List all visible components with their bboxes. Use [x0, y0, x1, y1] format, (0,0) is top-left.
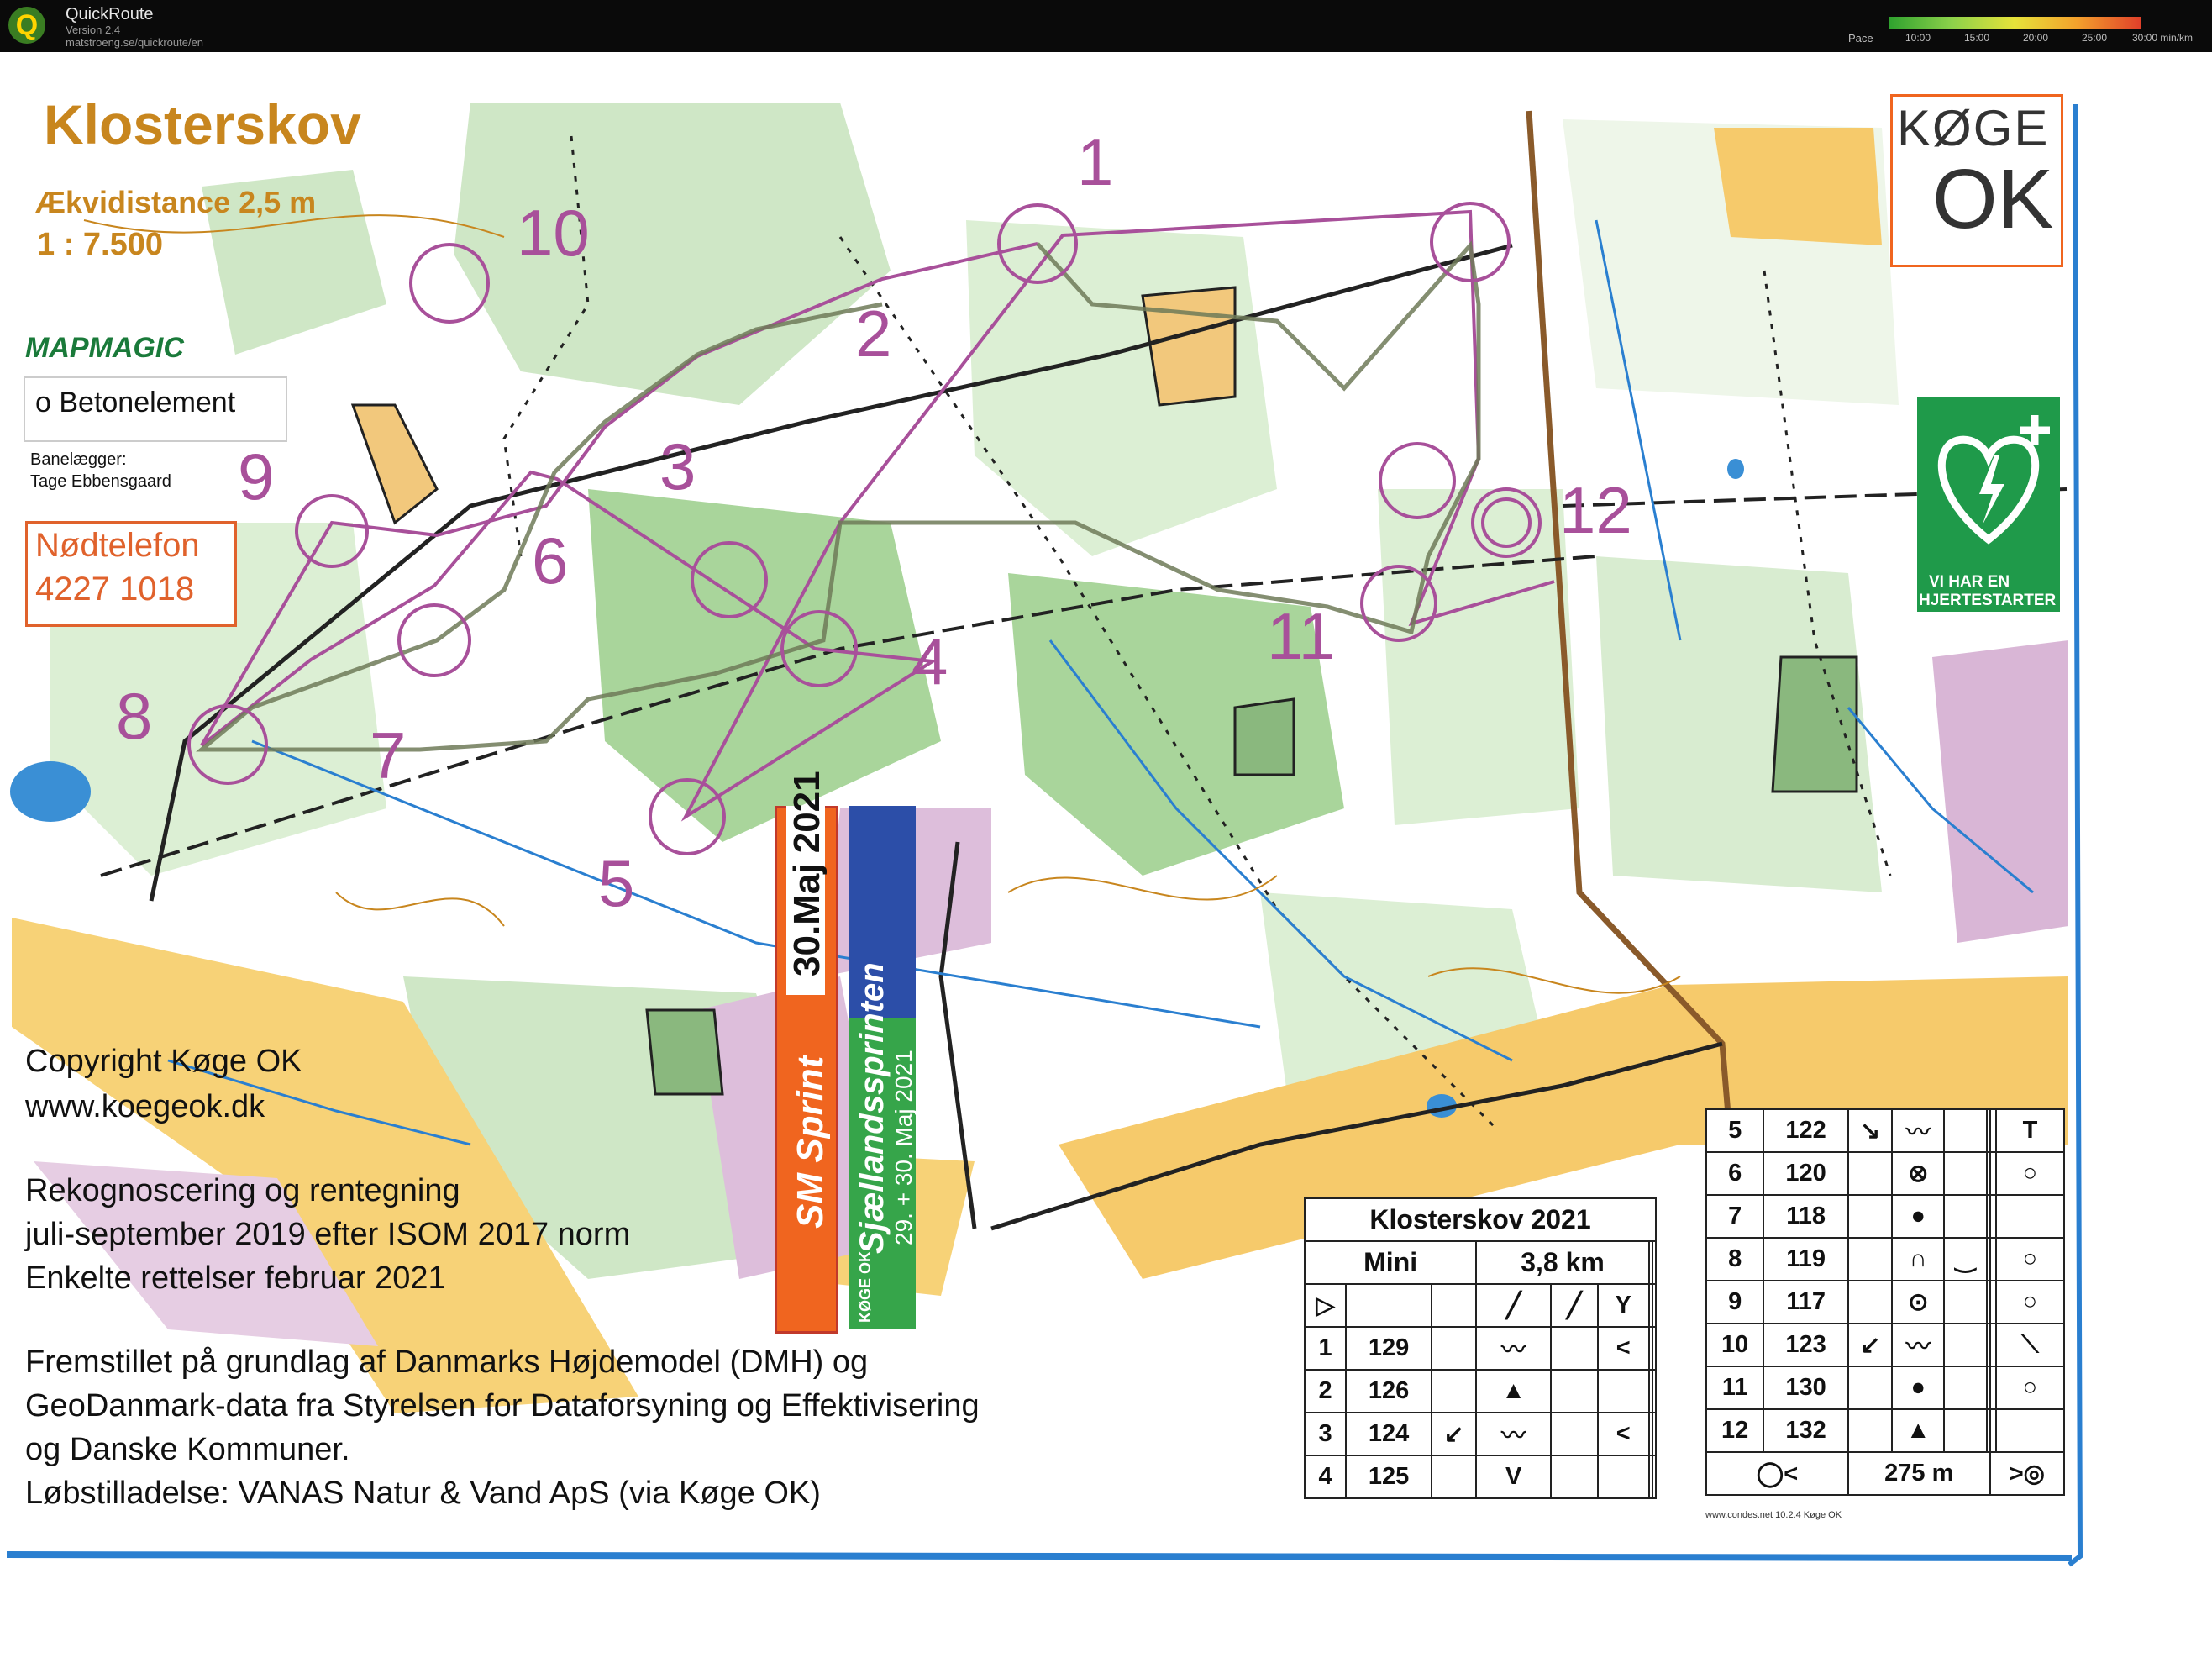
data-source-line-3: og Danske Kommuner. [25, 1432, 350, 1467]
survey-line-3: Enkelte rettelser februar 2021 [25, 1260, 446, 1296]
pace-gradient-bar [1889, 17, 2141, 29]
emergency-number: 4227 1018 [35, 571, 195, 608]
table-row: 12 132 ▲ [1706, 1409, 2064, 1452]
cd-finish-distance: 275 m [1848, 1452, 1990, 1495]
copyright-url: www.koegeok.dk [25, 1089, 265, 1124]
app-name: QuickRoute [66, 5, 154, 24]
condes-credit: www.condes.net 10.2.4 Køge OK [1705, 1510, 1842, 1520]
app-url[interactable]: matstroeng.se/quickroute/en [66, 36, 204, 49]
control-number-9: 9 [238, 439, 275, 513]
contour-interval: Ækvidistance 2,5 m [35, 185, 317, 219]
course-setter-name: Tage Ebbensgaard [30, 472, 171, 491]
control-number-4: 4 [912, 624, 948, 698]
cd-finish-left: ◯< [1706, 1452, 1848, 1495]
pace-tick: 20:00 [2023, 32, 2049, 44]
cd-finish-right: >◎ [1990, 1452, 2064, 1495]
table-row: 8 119 ∩ ‿ ○ [1706, 1238, 2064, 1281]
table-row: 7 118 ● [1706, 1195, 2064, 1238]
table-row: 3 124 ↙ 〰 < [1305, 1413, 1656, 1455]
pace-tick: 25:00 [2082, 32, 2108, 44]
aed-heart-icon [1917, 397, 2060, 565]
pace-tick: 30:00 min/km [2132, 32, 2194, 44]
control-number-5: 5 [598, 846, 635, 920]
orienteering-map[interactable] [0, 52, 2212, 1663]
control-number-3: 3 [659, 429, 696, 503]
course-setter-label: Banelægger: [30, 450, 127, 469]
control-number-1: 1 [1077, 125, 1114, 199]
control-number-7: 7 [370, 718, 407, 792]
banner-event-dates: 29. + 30. Maj 2021 [891, 1050, 917, 1245]
copyright-line: Copyright Køge OK [25, 1044, 302, 1079]
banner-logo-text: KØGE OK [857, 1250, 874, 1323]
koge-logo-ok: OK [1932, 152, 2054, 246]
control-number-6: 6 [532, 524, 569, 597]
control-description-right [1705, 1108, 2065, 1496]
table-row: 10 123 ↙ 〰 ⟍ [1706, 1324, 2064, 1366]
pace-ticks [1889, 32, 2208, 45]
data-source-line-1: Fremstillet på grundlag af Danmarks Højdemodel (DMH) og [25, 1345, 869, 1380]
control-number-11: 11 [1267, 599, 1335, 673]
cd-finish-row [1706, 1452, 2064, 1495]
mapmagic-logo: MAPMAGIC [25, 332, 184, 364]
quickroute-logo-icon: Q [8, 7, 45, 44]
cd-title: Klosterskov 2021 [1305, 1198, 1656, 1241]
table-row: 6 120 ⊗ ○ [1706, 1152, 2064, 1195]
control-number-8: 8 [116, 679, 153, 753]
data-source-line-2: GeoDanmark-data fra Styrelsen for Dataforsyning og Effektivisering [25, 1388, 980, 1424]
banner-date: 30.Maj 2021 [786, 771, 828, 976]
legend-betonelement: o Betonelement [35, 387, 236, 418]
pace-tick: 15:00 [1964, 32, 1990, 44]
table-row: 9 117 ⊙ ○ [1706, 1281, 2064, 1324]
banner-sm-sprint: SM Sprint [790, 1055, 831, 1229]
control-description-left: Klosterskov 2021 Mini 3,8 km ▷ ╱ ╱ Y 1 129 〰 < 2 126 ▲ 3 124 ↙ 〰 < 4 125 V [1304, 1197, 1657, 1499]
table-row: 4 125 V [1305, 1455, 1656, 1498]
app-version: Version 2.4 [66, 24, 121, 36]
map-title: Klosterskov [44, 93, 361, 155]
cd-length: 3,8 km [1476, 1241, 1649, 1284]
emergency-label: Nødtelefon [35, 527, 200, 564]
app-titlebar [0, 0, 2212, 52]
survey-line-2: juli-september 2019 efter ISOM 2017 norm [25, 1217, 631, 1252]
table-row: 5 122 ↘ 〰 T [1706, 1109, 2064, 1152]
aed-line2: HJERTESTARTER [1919, 592, 2057, 609]
table-row: 2 126 ▲ [1305, 1370, 1656, 1413]
survey-line-1: Rekognoscering og rentegning [25, 1173, 460, 1208]
cd-start-symbol: ▷ [1305, 1284, 1346, 1327]
cd-course: Mini [1305, 1241, 1476, 1284]
control-number-2: 2 [855, 297, 892, 371]
table-row: 1 129 〰 < [1305, 1327, 1656, 1370]
permit-line: Løbstilladelse: VANAS Natur & Vand ApS (via Køge OK) [25, 1476, 821, 1511]
map-scale: 1 : 7.500 [37, 227, 163, 262]
pace-tick: 10:00 [1905, 32, 1931, 44]
control-number-12: 12 [1559, 473, 1632, 547]
table-row: 11 130 ● ○ [1706, 1366, 2064, 1409]
aed-line1: VI HAR EN [1929, 573, 2010, 591]
pace-label: Pace [1848, 32, 1873, 45]
koge-logo-text: KØGE [1897, 100, 2050, 156]
banner-event: Sjællandssprinten [854, 962, 891, 1254]
control-number-10: 10 [517, 196, 590, 270]
